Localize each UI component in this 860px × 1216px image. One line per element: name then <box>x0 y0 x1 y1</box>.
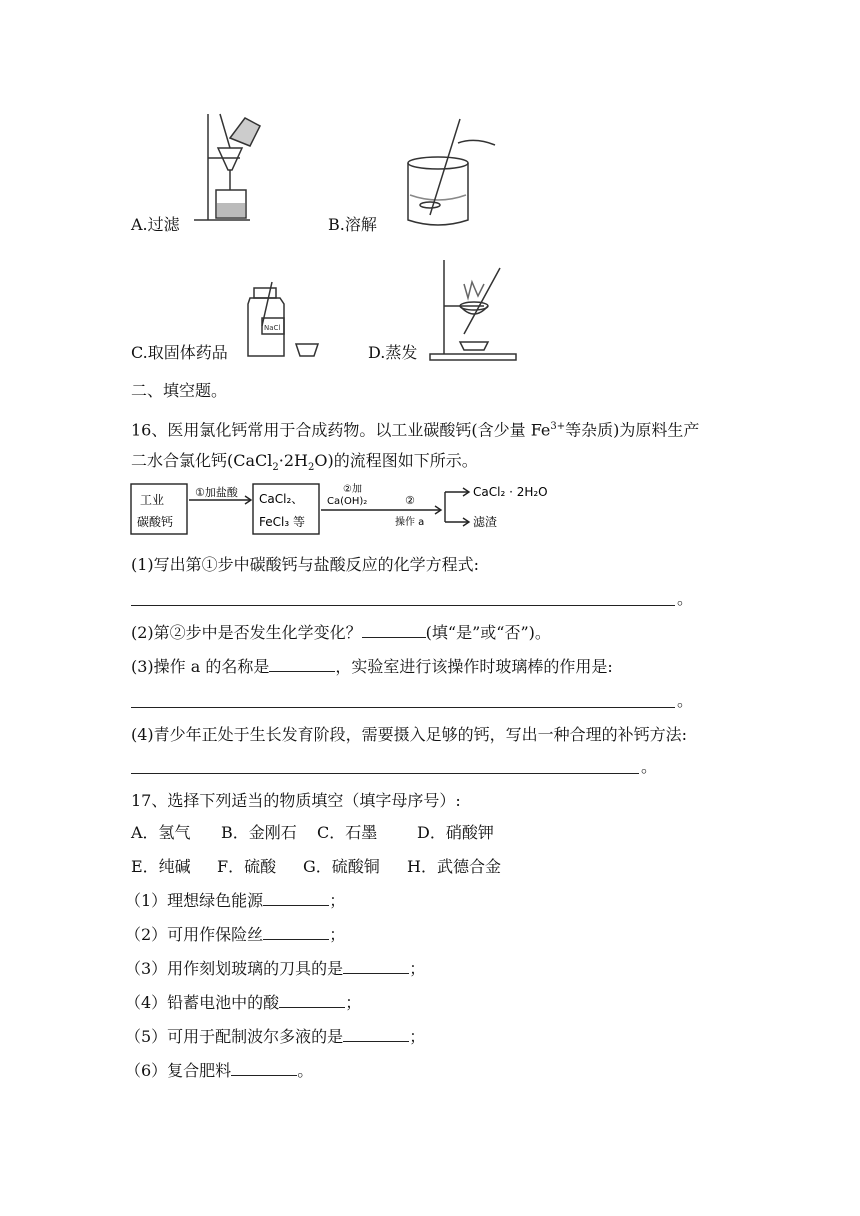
choice-d: D．硝酸钾 <box>417 823 494 842</box>
dissolving-apparatus-image <box>400 115 500 230</box>
flow-box2-line1: CaCl₂、 <box>259 492 304 506</box>
q17-item-5-text: （5）可用于配制波尔多液的是 <box>125 1027 344 1046</box>
choice-c: C．石墨 <box>317 823 378 842</box>
q17-item-5-blank[interactable] <box>343 1027 409 1042</box>
q17-item-2-blank[interactable] <box>263 925 329 940</box>
q16-part3-answer-blank-2[interactable] <box>131 706 675 708</box>
cacl2-subscript: 2 <box>272 462 279 474</box>
option-c-label: C.取固体药品 <box>131 343 228 362</box>
q16-part3-answer-blank[interactable] <box>269 657 335 672</box>
filtration-apparatus-image <box>190 108 270 228</box>
q17-item-2-text: （2）可用作保险丝 <box>125 925 264 944</box>
q16-intro2-text-b: ·2H <box>278 451 308 470</box>
q17-item-6-end: 。 <box>297 1061 314 1080</box>
q16-part4: (4)青少年正处于生长发育阶段，需要摄入足够的钙，写出一种合理的补钙方法: <box>131 725 688 744</box>
q17-choices-row-1 <box>131 822 494 844</box>
q16-part4-period: 。 <box>641 757 658 776</box>
flow-box2-line2: FeCl₃ 等 <box>259 515 305 529</box>
h2o-subscript: 2 <box>307 462 315 474</box>
q16-part3 <box>131 656 613 678</box>
q16-intro-text-a: 16、医用氯化钙常用于合成药物。以工业碳酸钙(含少量 Fe <box>131 420 551 440</box>
q17-item-6-blank[interactable] <box>231 1061 297 1076</box>
q17-choices-row-2 <box>131 856 501 878</box>
q17-intro: 17、选择下列适当的物质填空（填字母序号）: <box>131 791 461 810</box>
q17-item-1-text: （1）理想绿色能源 <box>125 891 264 910</box>
q16-intro-line-2 <box>131 450 478 479</box>
fe-charge-superscript: 3+ <box>550 421 566 432</box>
q17-item-1 <box>125 890 345 912</box>
q16-part2-answer-blank[interactable] <box>362 623 426 638</box>
q16-part1: (1)写出第①步中碳酸钙与盐酸反应的化学方程式: <box>131 555 480 574</box>
q17-item-4-blank[interactable] <box>279 993 345 1008</box>
choice-g: G．硫酸铜 <box>303 857 380 876</box>
q16-intro2-text-c: O)的流程图如下所示。 <box>314 451 478 470</box>
reagent-bottle-image <box>244 280 324 360</box>
section-heading: 二、填空题。 <box>131 381 228 400</box>
q16-part1-period: 。 <box>677 589 694 608</box>
q16-part3-period: 。 <box>677 691 694 710</box>
choice-b: B．金刚石 <box>221 823 297 842</box>
option-b-label: B.溶解 <box>328 215 377 234</box>
nacl-label: NaCl <box>264 324 281 332</box>
flow-box1-line1: 工业 <box>140 493 165 507</box>
q17-item-1-blank[interactable] <box>263 891 329 906</box>
q17-item-3 <box>125 958 425 980</box>
q16-part3-text-b: ，实验室进行该操作时玻璃棒的作用是: <box>335 657 613 676</box>
flow-arrow1-label: ①加盐酸 <box>195 486 238 499</box>
flow-output-product: CaCl₂ · 2H₂O <box>473 485 548 499</box>
flow-operation-a: 操作 a <box>395 517 425 528</box>
flow-arrow2-reagent: Ca(OH)₂ <box>327 496 368 507</box>
q17-item-4-text: （4）铅蓄电池中的酸 <box>125 993 280 1012</box>
choice-e: E．纯碱 <box>131 857 191 876</box>
process-flow-chart <box>129 482 579 536</box>
choice-a: A．氢气 <box>131 823 191 842</box>
q16-intro-line-1 <box>131 416 699 441</box>
q17-item-4-end: ； <box>345 993 362 1012</box>
q17-item-5-end: ； <box>409 1027 426 1046</box>
q17-item-4 <box>125 992 361 1014</box>
option-a-label: A.过滤 <box>131 215 180 234</box>
q17-item-2-end: ； <box>329 925 346 944</box>
flow-arrow3-top: ② <box>405 494 415 507</box>
q17-item-3-blank[interactable] <box>343 959 409 974</box>
option-d-label: D.蒸发 <box>368 343 418 362</box>
q17-item-6 <box>125 1060 313 1082</box>
flow-output-residue: 滤渣 <box>473 515 498 529</box>
evaporation-apparatus-image <box>420 254 520 364</box>
q16-intro-text-b: 等杂质)为原料生产 <box>565 420 700 440</box>
q17-item-2 <box>125 924 345 946</box>
q16-intro2-text-a: 二水合氯化钙(CaCl <box>131 451 273 470</box>
q16-part4-answer-blank[interactable] <box>131 772 639 774</box>
choice-f: F．硫酸 <box>217 857 277 876</box>
q17-item-3-text: （3）用作刻划玻璃的刀具的是 <box>125 959 344 978</box>
q17-item-6-text: （6）复合肥料 <box>125 1061 232 1080</box>
q16-part3-text-a: (3)操作 a 的名称是 <box>131 657 270 676</box>
q16-part2-text-b: (填“是”或“否”)。 <box>425 623 551 642</box>
q17-item-1-end: ； <box>329 891 346 910</box>
choice-h: H．武德合金 <box>407 857 501 876</box>
q17-item-5 <box>125 1026 425 1048</box>
q16-part2 <box>131 622 551 644</box>
q16-part2-text-a: (2)第②步中是否发生化学变化？ <box>131 623 362 642</box>
flow-arrow2-top: ②加 <box>343 484 362 495</box>
q17-item-3-end: ； <box>409 959 426 978</box>
flow-box1-line2: 碳酸钙 <box>137 515 174 529</box>
q16-part1-answer-blank[interactable] <box>131 604 675 606</box>
